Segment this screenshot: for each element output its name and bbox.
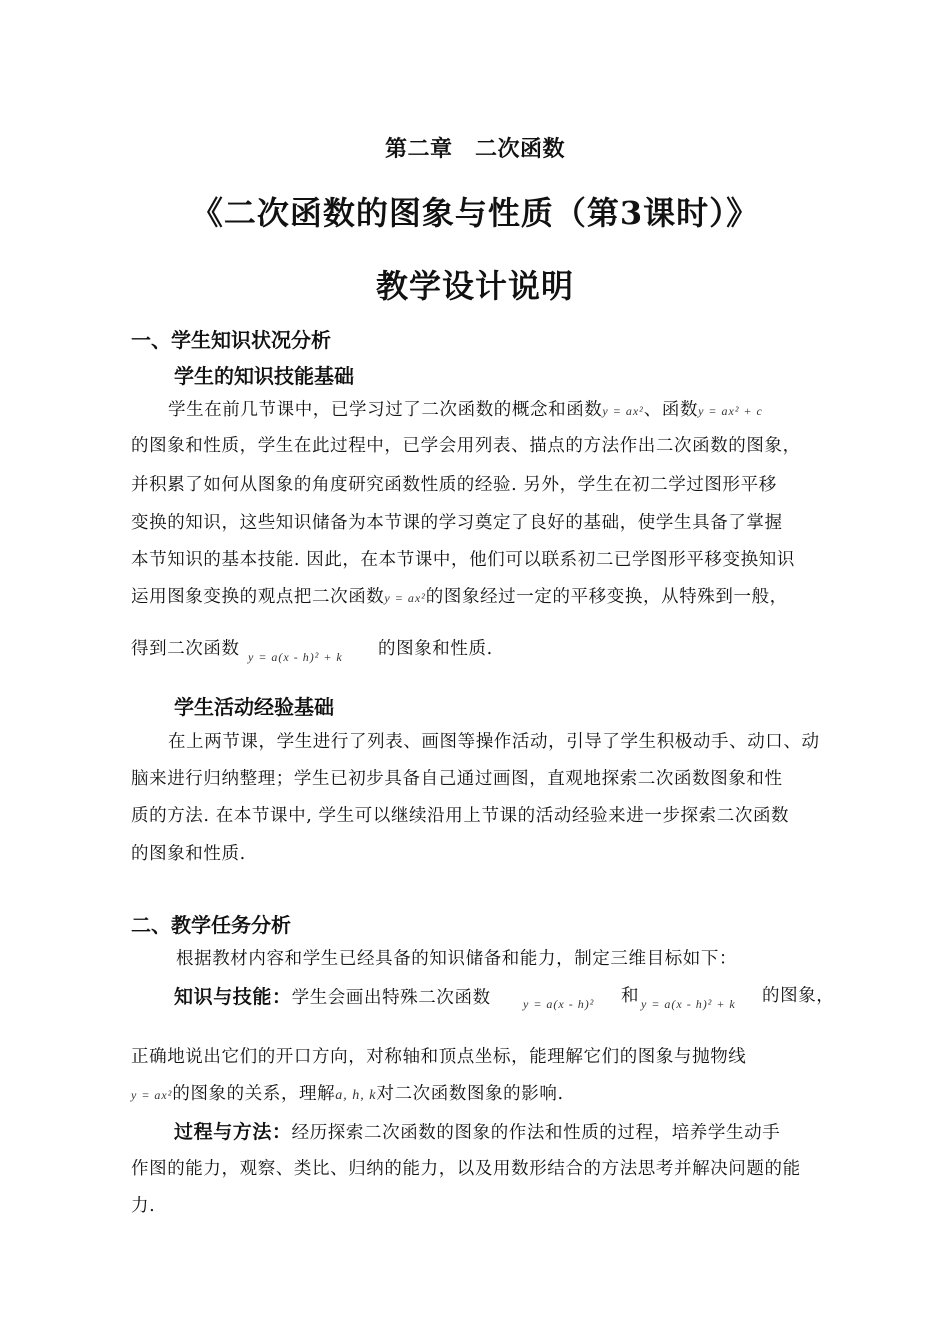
paragraph-line: 作图的能力，观察、类比、归纳的能力，以及用数形结合的方法思考并解决问题的能 — [131, 1159, 801, 1179]
text-segment: 对二次函数图象的影响. — [376, 1084, 564, 1104]
paragraph-line: 正确地说出它们的开口方向，对称轴和顶点坐标，能理解它们的图象与抛物线 — [131, 1047, 747, 1067]
subsection-knowledge-heading: 学生的知识技能基础 — [174, 364, 354, 388]
paragraph-line — [168, 396, 763, 421]
formula-y-ax2-plus-c: y = ax² + c — [698, 404, 763, 418]
paragraph-line — [131, 583, 788, 608]
text-segment: 运用图象变换的观点把二次函数 — [131, 587, 385, 607]
text-segment: 学生会画出特殊二次函数 — [291, 988, 491, 1008]
paragraph-line — [131, 1080, 564, 1105]
formula-vertex-form: y = a(x - h)² + k — [641, 997, 736, 1011]
chapter-heading: 第二章 二次函数 — [384, 136, 565, 162]
formula-y-ax2: y = ax² — [384, 591, 426, 605]
paragraph-line — [174, 1117, 780, 1144]
subsection-activity-heading: 学生活动经验基础 — [174, 695, 334, 719]
text-segment: 学生在前几节课中，已学习过了二次函数的概念和函数 — [168, 400, 603, 420]
text-segment: 的图象的关系，理解 — [172, 1084, 336, 1104]
paragraph-line: 质的方法. 在本节课中, 学生可以继续沿用上节课的活动经验来进一步探索二次函数 — [131, 806, 790, 826]
text-segment: 、函数 — [643, 400, 699, 420]
paragraph-line: 的图象和性质，学生在此过程中，已学会用列表、描点的方法作出二次函数的图象， — [131, 436, 801, 456]
paragraph-line: 根据教材内容和学生已经具备的知识储备和能力，制定三维目标如下： — [176, 949, 738, 969]
paragraph-line: 的图象和性质. — [131, 844, 246, 864]
formula-y-a-x-h-sq: y = a(x - h)² — [523, 997, 595, 1011]
section-2-heading: 二、教学任务分析 — [131, 913, 291, 937]
text-segment: 和 — [621, 986, 640, 1006]
formula-y-ax2: y = ax² — [602, 404, 644, 418]
paragraph-line — [174, 982, 491, 1009]
text-segment: 经历探索二次函数的图象的作法和性质的过程，培养学生动手 — [291, 1123, 781, 1143]
paragraph-line: 力. — [131, 1196, 156, 1216]
paragraph-line: 的图象和性质. — [378, 639, 493, 659]
document-subtitle: 教学设计说明 — [375, 267, 574, 305]
paragraph-line: 脑来进行归纳整理；学生已初步具备自己通过画图，直观地探索二次函数图象和性 — [131, 769, 783, 789]
text-segment: 的图象， — [762, 986, 835, 1006]
formula-a-h-k: a, h, k — [335, 1088, 377, 1103]
text-segment: 的图象经过一定的平移变换，从特殊到一般， — [425, 587, 788, 607]
knowledge-label: 知识与技能： — [174, 986, 292, 1008]
paragraph-line: 并积累了如何从图象的角度研究函数性质的经验. 另外，学生在初二学过图形平移 — [131, 475, 777, 495]
formula-y-ax2: y = ax² — [131, 1088, 173, 1102]
paragraph-line: 得到二次函数 — [131, 639, 240, 659]
formula-vertex-form: y = a(x - h)² + k — [248, 650, 343, 664]
paragraph-line: 变换的知识，这些知识储备为本节课的学习奠定了良好的基础，使学生具备了掌握 — [131, 513, 783, 533]
lesson-title: 《二次函数的图象与性质（第3课时）》 — [190, 194, 760, 232]
section-1-heading: 一、学生知识状况分析 — [131, 328, 331, 352]
paragraph-line: 本节知识的基本技能. 因此，在本节课中，他们可以联系初二已学图形平移变换知识 — [131, 550, 795, 570]
paragraph-line: 在上两节课，学生进行了列表、画图等操作活动，引导了学生积极动手、动口、动 — [168, 732, 820, 752]
process-label: 过程与方法： — [174, 1121, 292, 1143]
